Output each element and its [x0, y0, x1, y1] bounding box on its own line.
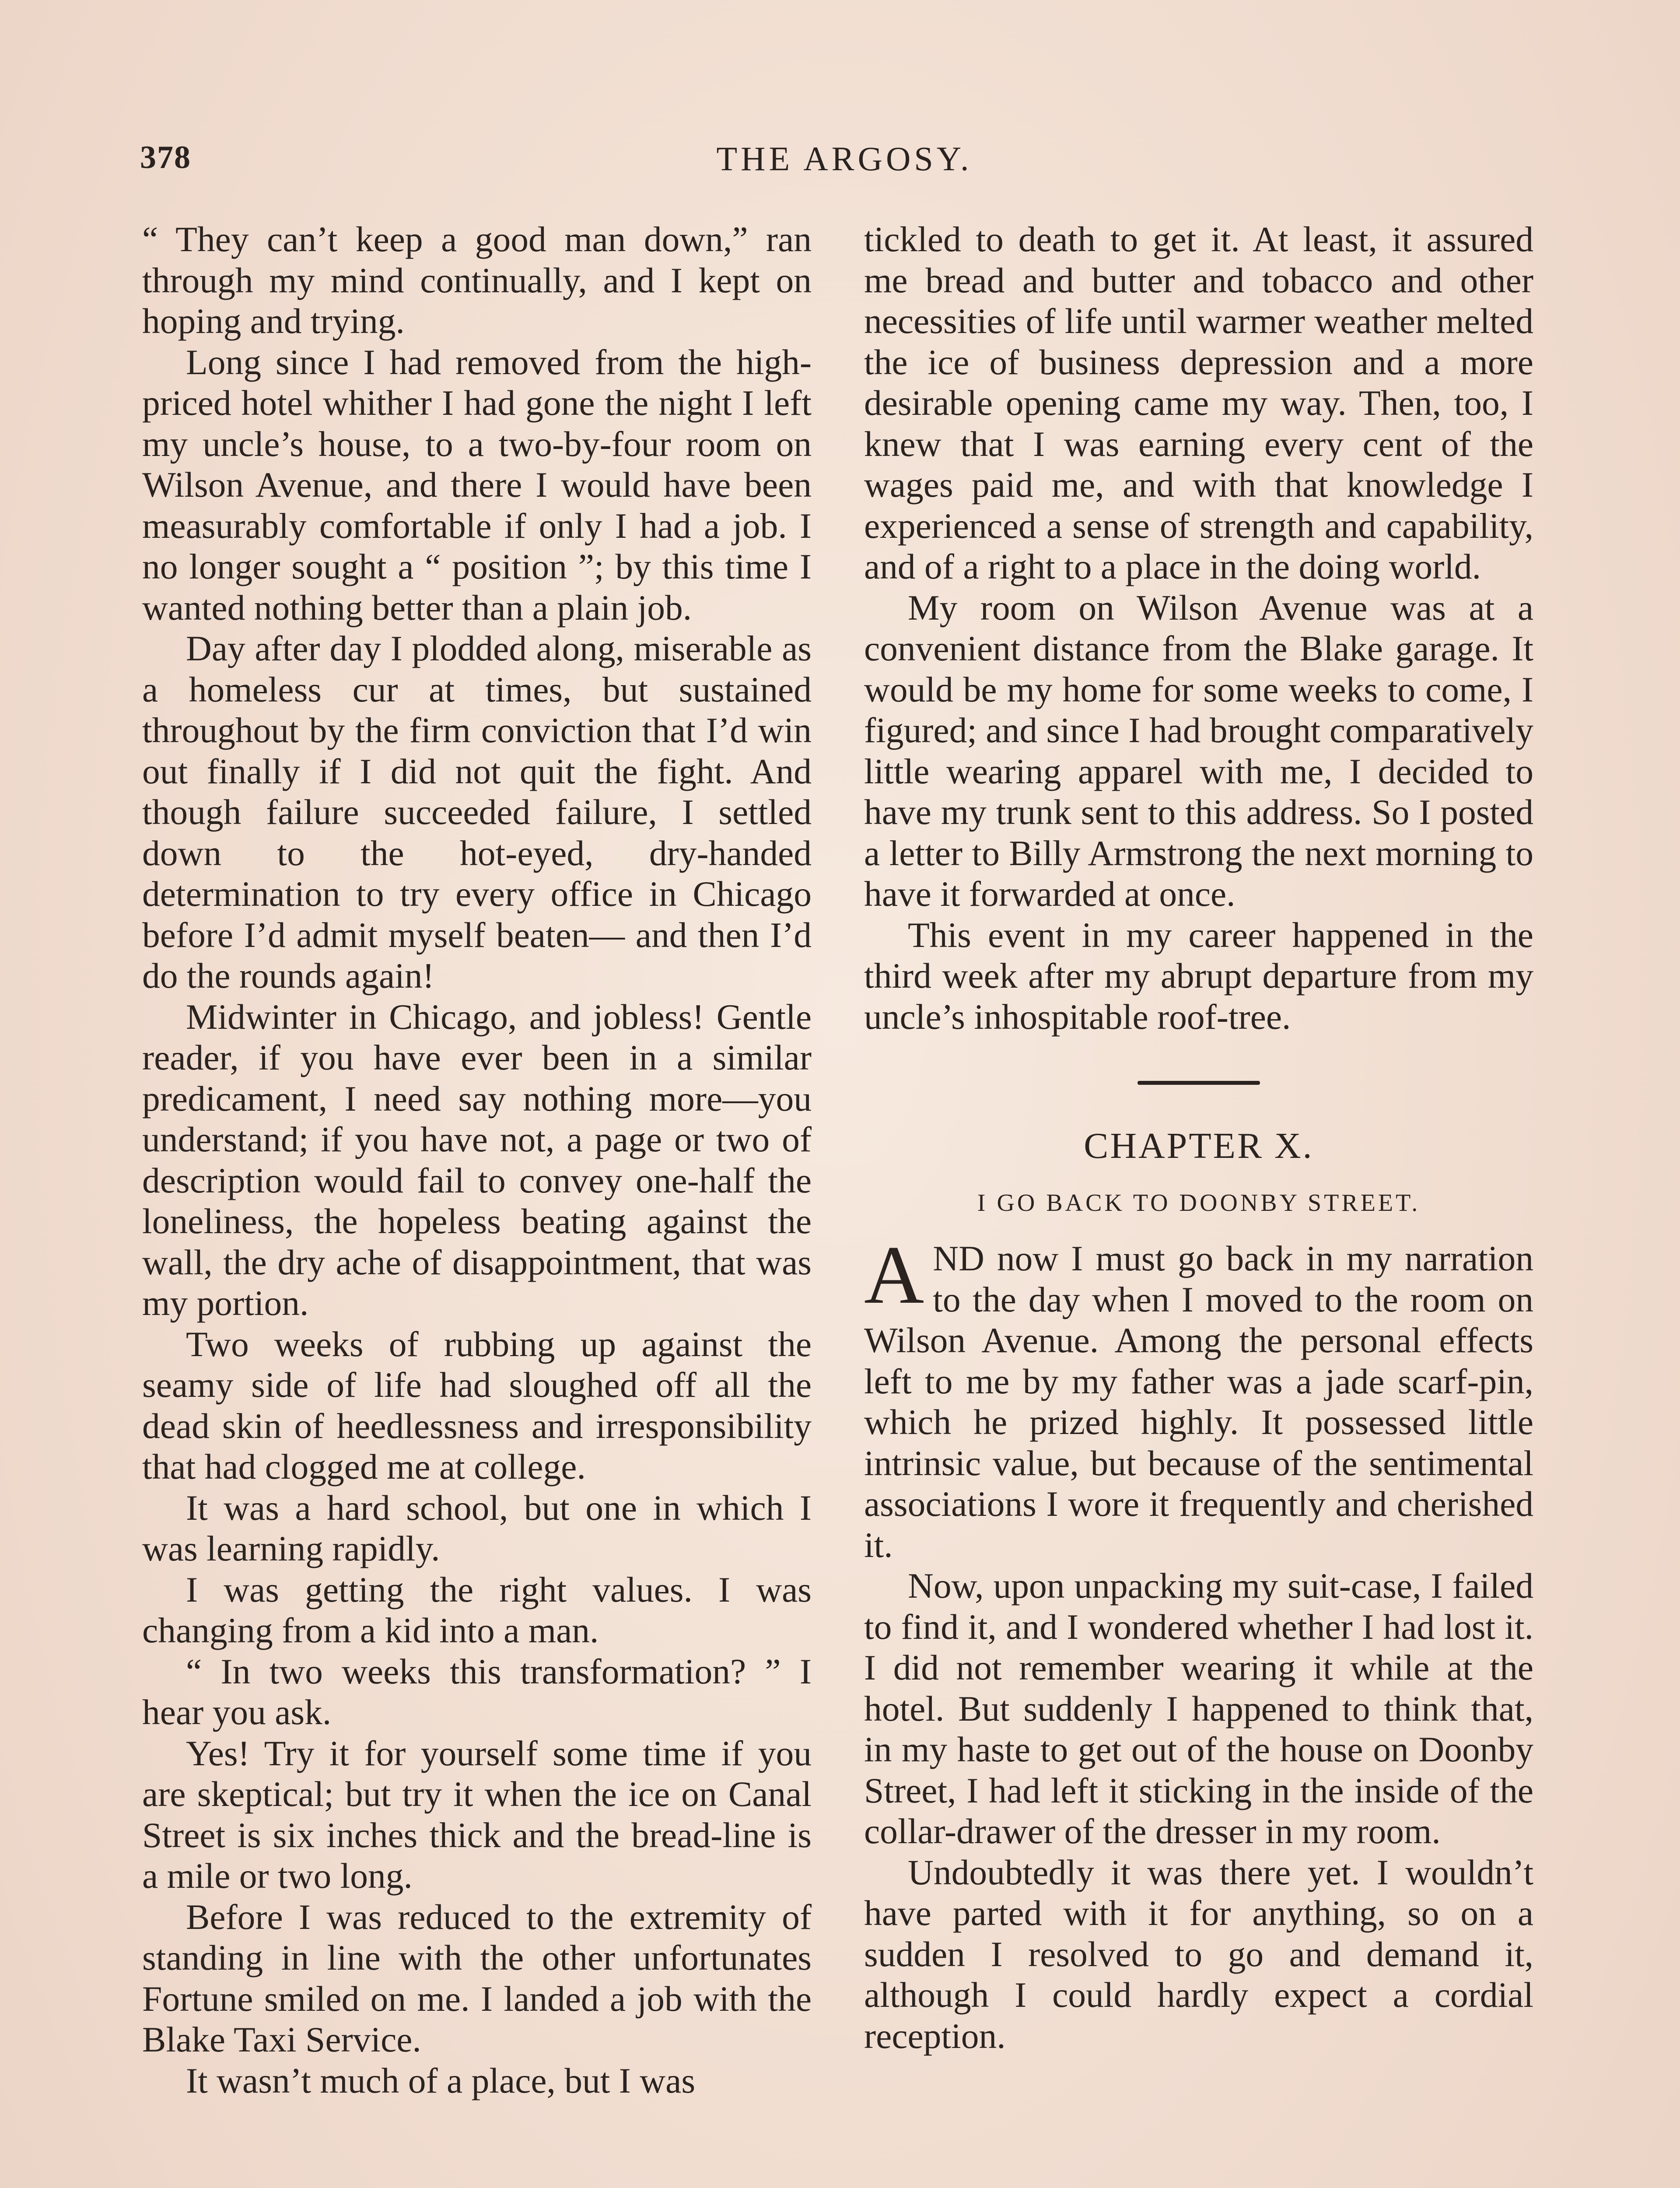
body-paragraph: Undoubtedly it was there yet. I wouldn’t have parted with it for anything, so on a sudden I resolved to go and demand it, although I could hardly expect a cordial reception. — [864, 1852, 1533, 2056]
body-paragraph: Yes! Try it for yourself some time if you are skeptical; but try it when the ice on Canal Street is six inches thick and the bread-line is a mile or two long. — [142, 1733, 812, 1896]
chapter-opening-paragraph — [864, 1229, 1533, 1565]
body-paragraph: My room on Wilson Avenue was at a convenient distance from the Blake garage. It would be my home for some weeks to come, I figured; and since I had brought comparatively little wearing apparel with me, I decided to have my trunk sent to this address. So I posted a letter to Billy Armstrong the next morning to have it forwarded at once. — [864, 587, 1533, 914]
body-paragraph: Before I was reduced to the extremity of standing in line with the other unfortunates Fortune smiled on me. I landed a job with the Blake Taxi Service. — [142, 1897, 812, 2059]
body-paragraph: Two weeks of rubbing up against the seamy side of life had sloughed off all the dead skin of heedlessness and irresponsibility that had clogged me at college. — [142, 1324, 812, 1487]
body-paragraph: Midwinter in Chicago, and jobless! Gentle reader, if you have ever been in a similar predicament, I need say nothing more—you understand; if you have not, a page or two of description would fail to convey one-half the loneliness, the hopeless beating against the wall, the dry ache of disappointment, that was my portion. — [142, 996, 812, 1323]
right-column — [864, 219, 1533, 2056]
body-paragraph: This event in my career happened in the third week after my abrupt departure from my uncle’s inhospitable roof-tree. — [864, 915, 1533, 1037]
body-paragraph: It wasn’t much of a place, but I was — [186, 2060, 696, 2100]
page-number: 378 — [140, 140, 191, 175]
chapter-opening-text: ND now I must go back in my narration to the day when I moved to the room on Wilson Avenue. Among the personal effects left to me by my father was a jade scarf-pin, which he prized highly. It possessed little intrinsic value, but because of the sentimental associations I wore it frequently and cherished it. — [864, 1238, 1533, 1565]
chapter-subtitle: I GO BACK TO DOONBY STREET. — [977, 1189, 1421, 1217]
body-paragraph: I was getting the right values. I was changing from a kid into a man. — [142, 1569, 812, 1650]
drop-cap: A — [864, 1229, 924, 1321]
body-paragraph: Day after day I plodded along, miserable as a homeless cur at times, but sustained throughout by the firm conviction that I’d win out finally if I did not quit the fight. And though failure succeeded failure, I settled down to the hot-eyed, dry-handed determination to try every office in Chicago before I’d admit myself beaten— and then I’d do the rounds again! — [142, 628, 812, 996]
body-paragraph: Long since I had removed from the high-priced hotel whither I had gone the night I left my uncle’s house, to a two-by-four room on Wilson Avenue, and there I would have been measurably comfortable if only I had a job. I no longer sought a “ position ”; by this time I wanted nothing better than a plain job. — [142, 342, 812, 628]
section-divider — [1138, 1081, 1260, 1085]
body-paragraph: “ They can’t keep a good man down,” ran through my mind continually, and I kept on hoping and trying. — [142, 219, 812, 341]
body-paragraph: Now, upon unpacking my suit-case, I failed to find it, and I wondered whether I had lost it. I did not remember wearing it while at the hotel. But suddenly I happened to think that, in my haste to get out of the house on Doonby Street, I had left it sticking in the inside of the collar-drawer of the dresser in my room. — [864, 1566, 1533, 1851]
body-paragraph: tickled to death to get it. At least, it assured me bread and butter and tobacco and other necessities of life until warmer weather melted the ice of business depression and a more desirable opening came my way. Then, too, I knew that I was earning every cent of the wages paid me, and with that knowledge I experienced a sense of strength and capability, and of a right to a place in the doing world. — [864, 219, 1533, 586]
body-paragraph: It was a hard school, but one in which I was learning rapidly. — [142, 1487, 812, 1568]
page-header — [140, 139, 1549, 187]
left-column — [142, 219, 812, 2101]
chapter-title: CHAPTER X. — [1084, 1126, 1314, 1166]
running-title: THE ARGOSY. — [716, 140, 973, 178]
body-paragraph: “ In two weeks this transformation? ” I hear you ask. — [142, 1651, 812, 1732]
